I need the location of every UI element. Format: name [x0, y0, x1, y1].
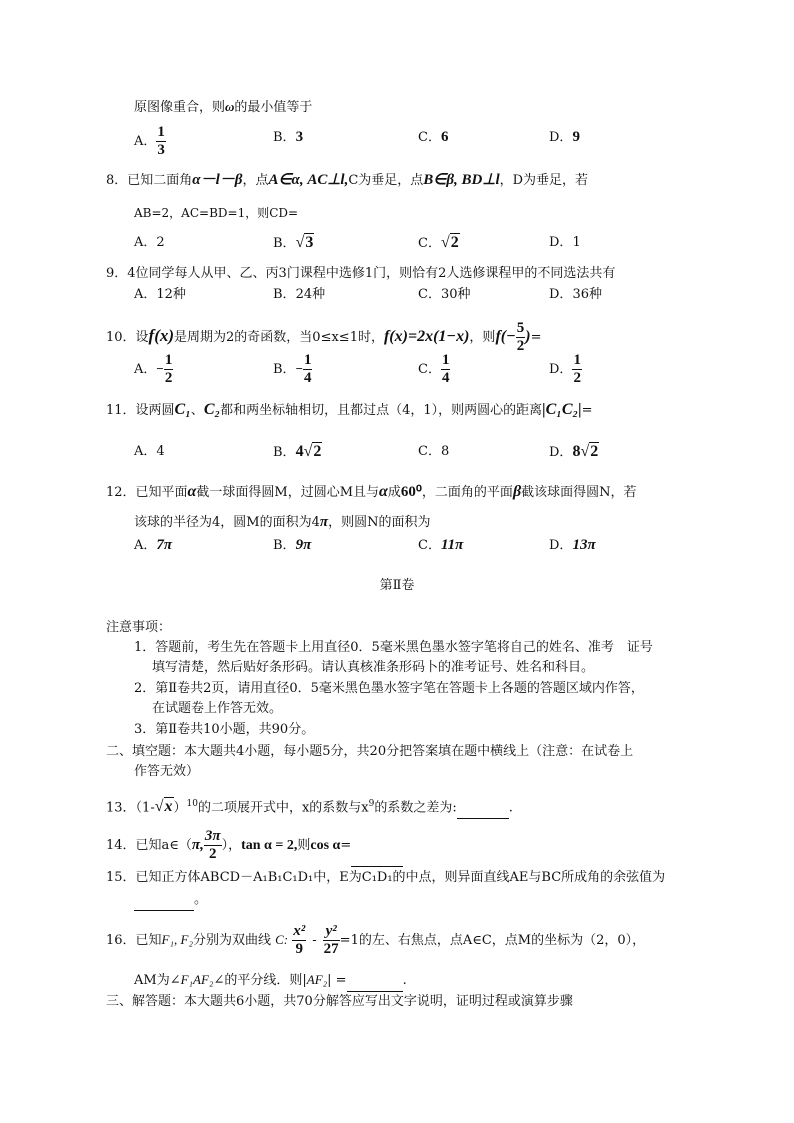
fraction: $\frac{\text{x²}}{9}$	[293, 923, 306, 957]
section-title: 第Ⅱ卷	[379, 578, 415, 593]
sqrt: √2	[303, 443, 322, 460]
q8-option-b: B．√3	[273, 234, 314, 251]
answer-blank[interactable]	[347, 971, 403, 992]
q12-option-d: D．13π	[549, 537, 596, 553]
fraction: $\frac{1}{2}$	[573, 352, 581, 386]
q7-option-d: D．9	[549, 129, 580, 145]
q12-option-b: B．9π	[273, 537, 312, 553]
q8-option-c: C．√2	[418, 234, 459, 251]
q11-stem: 11．设两圆C₁、C₂都和两坐标轴相切，且都过点（4，1），则两圆心的距离|C₁C₂|=	[106, 401, 593, 418]
sqrt: √x	[154, 798, 173, 816]
q8-stem: 8．已知二面角α－l－β，点A∈α, AC⊥l,C为垂足，点B∈β, BD⊥l，D为垂足，若	[106, 172, 589, 188]
answer-blank[interactable]	[351, 826, 403, 867]
fraction: $\frac{1}{2}$	[164, 352, 173, 386]
q10-option-c: C． $\frac{1}{4}$	[418, 352, 450, 386]
q10-option-b: B．− $\frac{1}{4}$	[273, 352, 312, 386]
q7-option-a: A． $\frac{1}{3}$	[134, 124, 165, 158]
q11-option-c: C．8	[418, 444, 450, 459]
notice-item-2: 2．第Ⅱ卷共2页，请用直径0．5毫米黑色墨水签字笔在答题卡上各题的答题区域内作答，	[134, 681, 644, 696]
q15-stem: 15．已知正方体ABCD－A₁B₁C₁D₁中，E为C₁D₁的中点，则异面直线AE与BC所成角的余弦值为	[106, 870, 666, 885]
q7-stem: 原图像重合，则ω的最小值等于	[134, 99, 313, 115]
fraction: $\frac{1}{4}$	[441, 352, 450, 386]
fraction: $\frac{1}{4}$	[303, 352, 312, 386]
q8-line2: AB=2，AC=BD=1，则CD=	[134, 206, 299, 220]
q8-option-d: D．1	[549, 235, 581, 250]
fraction: $\frac{3\pi}{2}$	[204, 828, 221, 862]
sqrt: √3	[295, 234, 314, 251]
fraction: $\frac{1}{3}$	[157, 124, 165, 158]
q11-option-a: A．4	[134, 444, 165, 459]
q16-line2: AM为∠F₁AF₂∠的平分线．则|AF₂| = .	[134, 970, 407, 992]
notice-item-3: 3．第Ⅱ卷共10小题，共90分。	[134, 722, 315, 737]
sqrt: √2	[580, 443, 599, 460]
q10-option-d: D． $\frac{1}{2}$	[549, 352, 581, 386]
q10-option-a: A．− $\frac{1}{2}$	[134, 352, 173, 386]
q9-stem: 9．4位同学每人从甲、乙、丙3门课程中选修1门，则恰有2人选修课程甲的不同选法共有	[106, 266, 616, 281]
q9-option-a: A．12种	[134, 287, 186, 302]
sqrt: √2	[440, 234, 459, 251]
q8-option-a: A．2	[134, 235, 165, 250]
part2-heading-cont: 作答无效）	[134, 764, 200, 779]
answer-blank[interactable]	[134, 890, 194, 911]
q11-option-d: D．8√2	[549, 443, 599, 460]
q13-stem: 13．$(1-√x)^{10}$的二项展开式中，x的系数与$x^9$的系数之差为: .	[106, 794, 513, 819]
q12-option-c: C．11π	[418, 537, 464, 553]
notice-item-1: 1．答题前，考生先在答题卡上用直径0．5毫米黑色墨水签字笔将自己的姓名、准考 证号	[134, 640, 653, 655]
answer-blank[interactable]	[457, 798, 509, 819]
q11-option-b: B．4√2	[273, 443, 322, 460]
q7-option-b: B．3	[273, 129, 304, 145]
fraction: $\frac{5}{2}$	[516, 320, 525, 354]
q9-option-c: C．30种	[418, 287, 471, 302]
notice-item-2-cont: 在试题卷上作答无效。	[152, 701, 283, 716]
notice-item-1-cont: 填写清楚，然后贴好条形码。请认真核准条形码卜的准考证号、姓名和科目。	[152, 660, 595, 675]
part2-heading: 二、填空题：本大题共4小题，每小题5分，共20分把答案填在题中横线上（注意：在试卷上	[106, 744, 634, 759]
part3-heading: 三、解答题：本大题共6小题，共70分解答应写出文字说明，证明过程或演算步骤	[106, 994, 573, 1009]
q12-stem: 12．已知平面α截一球面得圆M，过圆心M且与α成60⁰，二面角的平面β截该球面得圆N，若	[106, 483, 637, 500]
q16-stem: 16．已知F₁, F₂分别为双曲线 C: $\frac{\text{x²}}{9}$ - $\frac{\text{y²}}{27}$ =1的左、右焦点，点A∈C，点M的坐标为（2，0），	[106, 923, 646, 957]
q12-option-a: A．7π	[134, 537, 173, 553]
q10-stem: 10．设f(x)是周期为2的奇函数，当0≤x≤1时，f(x)=2x(1−x)，则f(− $\frac{5}{2}$ )=	[106, 320, 542, 354]
q15-line2: 。	[134, 890, 207, 911]
q9-option-b: B．24种	[273, 287, 326, 302]
fraction: $\frac{\text{y²}}{27}$	[323, 923, 339, 957]
q9-option-d: D．36种	[549, 287, 602, 302]
q14-stem: 14．已知a∈（π, $\frac{3\pi}{2}$ ），tan α = 2,则cos α=	[106, 825, 403, 867]
q7-option-c: C．6	[418, 129, 449, 145]
q12-line2: 该球的半径为4，圆M的面积为4π，则圆N的面积为	[134, 514, 431, 530]
notice-title: 注意事项：	[106, 620, 172, 635]
